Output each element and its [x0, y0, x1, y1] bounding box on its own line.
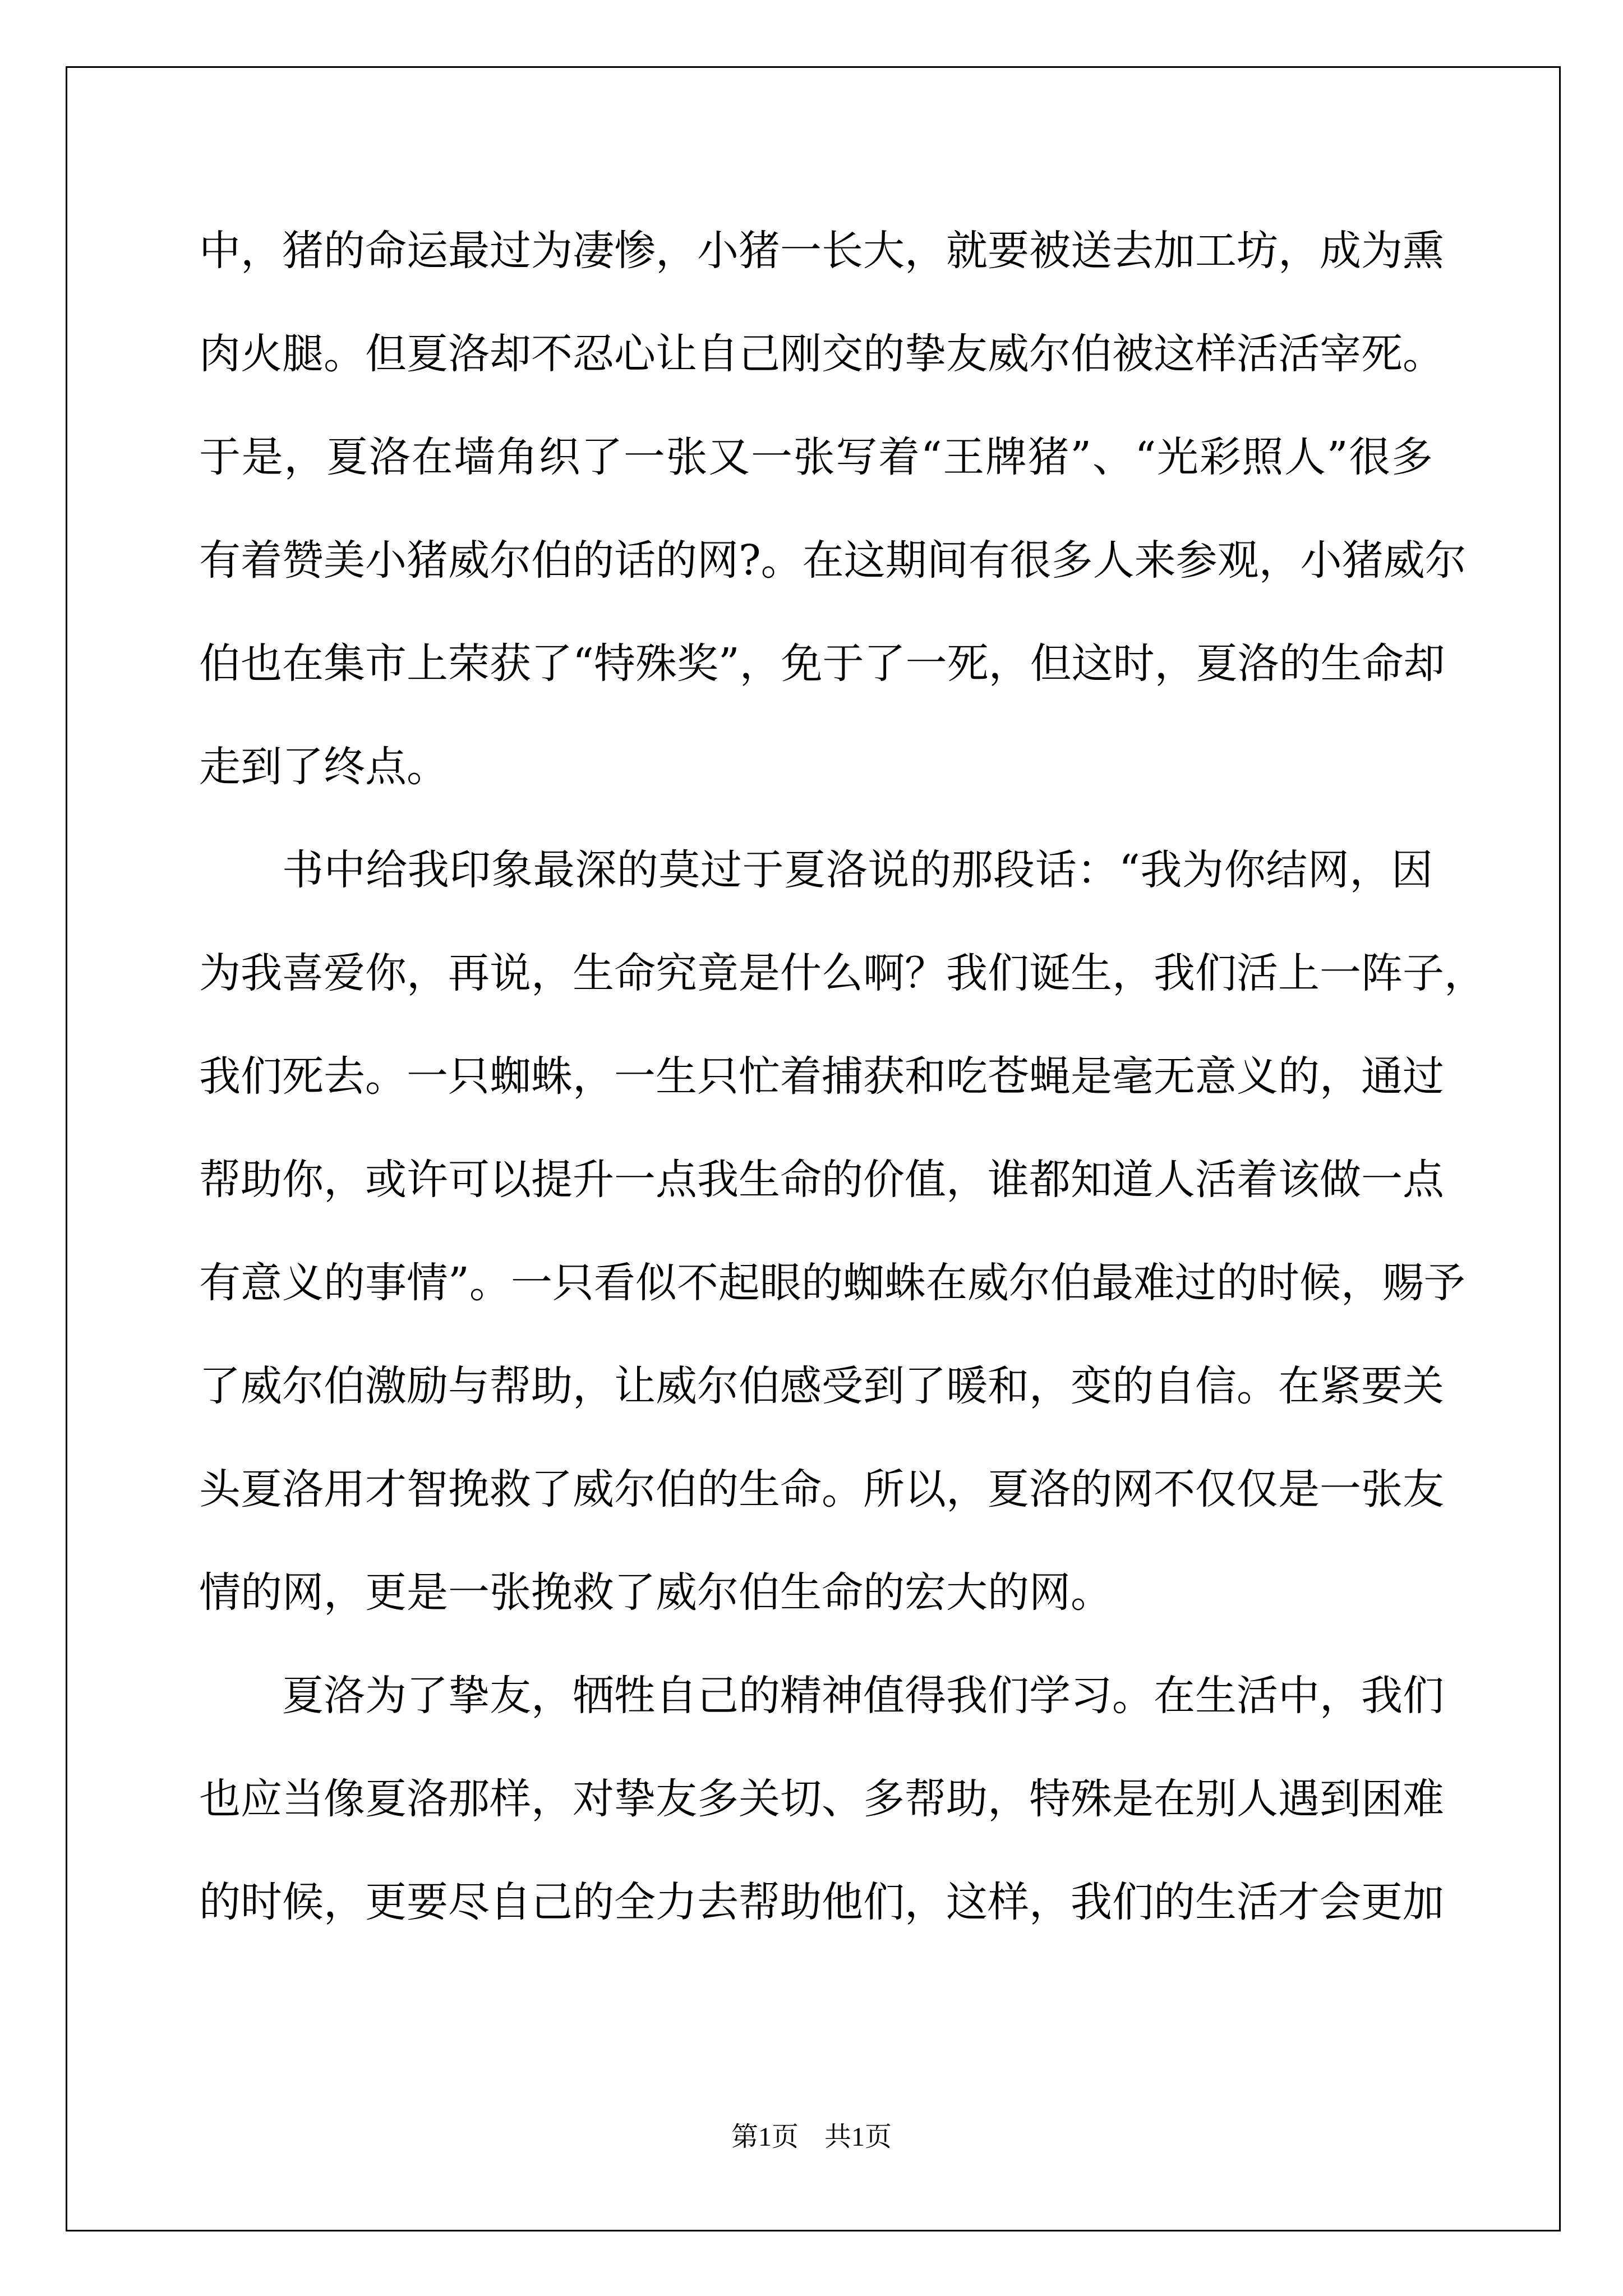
- text-line: 肉火腿。但夏洛却不忍心让自己刚交的挚友威尔伯被这样活活宰死。: [199, 330, 1444, 378]
- page-footer: [0, 2115, 1623, 2154]
- text-line: 帮助你，或许可以提升一点我生命的价值，谁都知道人活着该做一点: [199, 1156, 1444, 1204]
- text-line: 为我喜爱你，再说，生命究竟是什么啊？我们诞生，我们活上一阵子，: [199, 949, 1486, 997]
- paragraph: [199, 818, 1486, 1644]
- page-number: 第1页: [731, 2122, 799, 2152]
- text-line: 头夏洛用才智挽救了威尔伯的生命。所以，夏洛的网不仅仅是一张友: [199, 1465, 1444, 1513]
- text-line: 于是，夏洛在墙角织了一张又一张写着“王牌猪”、“光彩照人”很多: [199, 433, 1433, 481]
- text-line: 有着赞美小猪威尔伯的话的网?。在这期间有很多人来参观，小猪威尔: [199, 536, 1467, 585]
- text-line: 情的网，更是一张挽救了威尔伯生命的宏大的网。: [199, 1568, 1112, 1617]
- text-line: 也应当像夏洛那样，对挚友多关切、多帮助，特殊是在别人遇到困难: [199, 1775, 1444, 1823]
- text-line: 我们死去。一只蜘蛛，一生只忙着捕获和吃苍蝇是毫无意义的，通过: [199, 1052, 1444, 1101]
- text-line: 走到了终点。: [199, 743, 448, 791]
- page-total: 共1页: [824, 2122, 892, 2152]
- text-line: 有意义的事情”。一只看似不起眼的蜘蛛在威尔伯最难过的时候，赐予: [199, 1259, 1465, 1307]
- text-line: 书中给我印象最深的莫过于夏洛说的那段话：“我为你结网，因: [282, 846, 1433, 894]
- text-line: 的时候，更要尽自己的全力去帮助他们，这样，我们的生活才会更加: [199, 1878, 1444, 1926]
- text-line: 伯也在集市上荣获了“特殊奖”，免于了一死，但这时，夏洛的生命却: [199, 639, 1445, 688]
- text-line: 中，猪的命运最过为凄惨，小猪一长大，就要被送去加工坊，成为熏: [199, 227, 1444, 275]
- paragraph: [199, 199, 1467, 818]
- text-line: 夏洛为了挚友，牺牲自己的精神值得我们学习。在生活中，我们: [282, 1672, 1444, 1720]
- document-body: [199, 199, 1486, 1954]
- paragraph: [199, 1644, 1444, 1954]
- text-line: 了威尔伯激励与帮助，让威尔伯感受到了暖和，变的自信。在紧要关: [199, 1362, 1444, 1410]
